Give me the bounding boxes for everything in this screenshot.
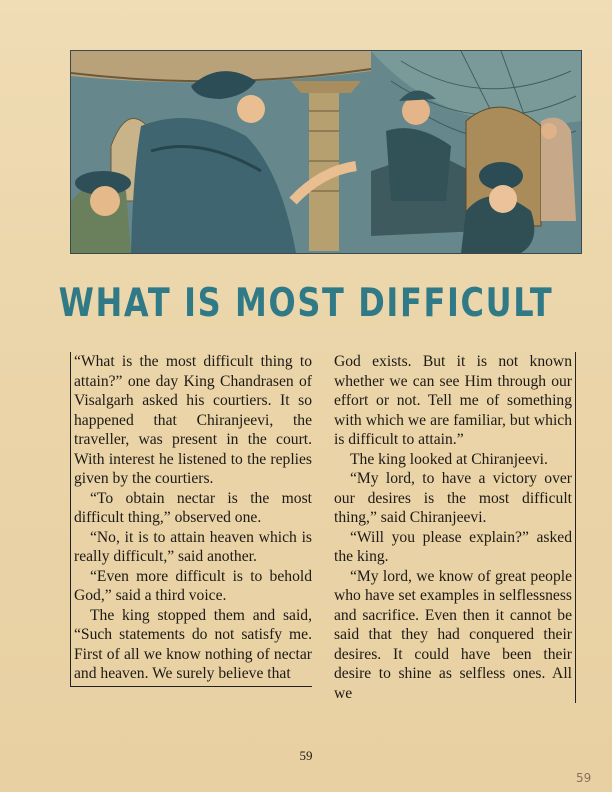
- paragraph: The king stopped them and said, “Such statements do not satisfy me. First of all we know nothing of nectar and heaven. We surely believe that: [74, 606, 312, 682]
- paragraph: “My lord, to have a victory over our desires is the most difficult thing,” said Chiranjeevi.: [334, 470, 572, 526]
- handwritten-page-number: 59: [576, 771, 592, 785]
- right-text-column: [334, 352, 576, 703]
- page-number: 59: [299, 748, 313, 763]
- paragraph: God exists. But it is not known whether we can see Him through our effort or not. Tell me of something with which we are familiar, but which is difficult to attain.”: [334, 353, 572, 448]
- court-scene-illustration: [71, 51, 581, 253]
- story-title: WHAT IS MOST DIFFICULT: [58, 281, 554, 326]
- paragraph: “To obtain nectar is the most difficult thing,” observed one.: [74, 489, 312, 526]
- paragraph: “No, it is to attain heaven which is really difficult,” said another.: [74, 528, 312, 565]
- left-text-column: [70, 352, 312, 687]
- story-illustration: [70, 50, 582, 254]
- paragraph: “Even more difficult is to behold God,” said a third voice.: [74, 567, 312, 604]
- paragraph: The king looked at Chiranjeevi.: [350, 450, 548, 468]
- paragraph: “My lord, we know of great people who have set examples in selflessness and sacrifice. Even then it cannot be said that they had conquered their desires. It could have been their desire to shine as selfless ones. All we: [334, 567, 572, 702]
- paragraph: “Will you please explain?” asked the king.: [334, 528, 572, 565]
- paragraph: “What is the most difficult thing to attain?” one day King Chandrasen of Visalgarh asked his courtiers. It so happened that Chiranjeevi, the traveller, was present in the court. With interest he listened to the replies given by the courtiers.: [74, 353, 312, 487]
